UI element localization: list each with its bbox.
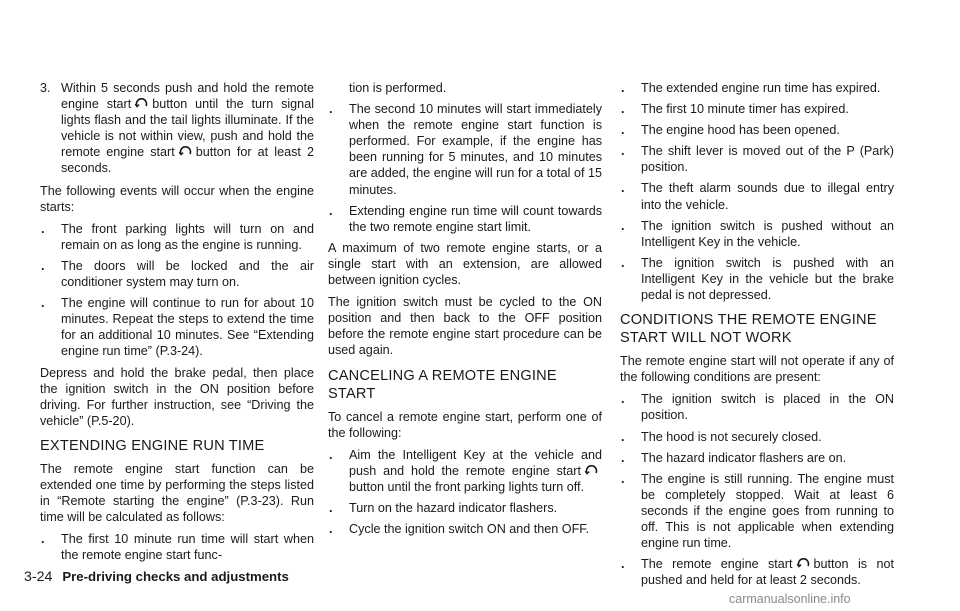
column-right xyxy=(620,80,894,593)
heading-line-2: START WILL NOT WORK xyxy=(620,330,792,347)
list-item-continuation: tion is performed. xyxy=(349,81,447,95)
list-item: . The ignition switch is pushed with an Intelligent Key in the vehicle but the brake pedal is not depressed. xyxy=(620,255,894,303)
list-item-text-b: button is not pushed and held for at least 2 seconds. xyxy=(641,557,894,588)
list-item: . The front parking lights will turn on and remain on as long as the engine is running. xyxy=(40,221,314,253)
step-number: 3. xyxy=(40,81,51,95)
list-item: . The hood is not securely closed. xyxy=(620,429,894,445)
page-number: 3-24 xyxy=(24,569,53,585)
list-item: . The theft alarm sounds due to illegal entry into the vehicle. xyxy=(620,180,894,212)
paragraph: A maximum of two remote engine starts, or a single start with an extension, are allowed between ignition cycles. xyxy=(328,240,602,288)
paragraph: The remote engine start function can be extended one time by performing the steps listed in “Remote starting the engine” (P.3-23). Run time will be calculated as follows: xyxy=(40,461,314,525)
list-item: . The second 10 minutes will start immediately when the remote engine start function is performed. For example, if the engine has been running for 5 minutes, and 10 minutes are added, the engine will run for a total of 15 minutes. xyxy=(328,101,602,198)
remote-engine-start-icon xyxy=(134,97,149,109)
section-heading xyxy=(620,311,894,347)
list-item: . Extending engine run time will count towards the two remote engine start limit. xyxy=(328,203,602,235)
paragraph: Depress and hold the brake pedal, then place the ignition switch in the ON position before driving. For further instruction, see “Driving the vehicle” (P.5-20). xyxy=(40,365,314,428)
remote-engine-start-icon xyxy=(796,557,811,569)
list-item-text-b: button until the front parking lights turn off. xyxy=(349,479,584,494)
paragraph: To cancel a remote engine start, perform one of the following: xyxy=(328,409,602,440)
list-item xyxy=(620,556,894,588)
paragraph: The following events will occur when the engine starts: xyxy=(40,183,314,214)
list-item: . The ignition switch is pushed without an Intelligent Key in the vehicle. xyxy=(620,218,894,250)
list-item: . The engine will continue to run for about 10 minutes. Repeat the steps to extend the time for an additional 10 minutes. See “Extending engine run time” (P.3-24). xyxy=(40,295,314,359)
section-title: Pre-driving checks and adjustments xyxy=(62,569,289,584)
list-item: . The first 10 minute run time will start when the remote engine start func- xyxy=(40,531,314,563)
heading-line-1: CONDITIONS THE REMOTE ENGINE xyxy=(620,312,877,329)
list-item: . The shift lever is moved out of the P (Park) position. xyxy=(620,143,894,175)
list-item: . The doors will be locked and the air conditioner system may turn on. xyxy=(40,258,314,290)
paragraph: The ignition switch must be cycled to the ON position and then back to the OFF position before the remote engine start procedure can be used again. xyxy=(328,295,602,358)
heading-line-1: CANCELING A REMOTE ENGINE xyxy=(328,367,557,384)
remote-engine-start-icon xyxy=(584,464,599,476)
list-item: . The hazard indicator flashers are on. xyxy=(620,450,894,466)
list-item-text-a: Aim the Intelligent Key at the vehicle and push and hold the remote engine start xyxy=(349,447,602,478)
column-left xyxy=(40,80,314,568)
list-item: . The engine hood has been opened. xyxy=(620,122,894,138)
remote-engine-start-icon xyxy=(178,145,193,157)
section-heading xyxy=(328,367,602,403)
list-item xyxy=(328,447,602,495)
section-heading: EXTENDING ENGINE RUN TIME xyxy=(40,437,265,454)
step-text-c: button for at least 2 seconds. xyxy=(61,145,314,176)
list-item: . The first 10 minute timer has expired. xyxy=(620,101,894,117)
list-item-text-a: The remote engine start xyxy=(641,557,793,572)
watermark: carmanualsonline.info xyxy=(729,592,851,606)
list-item: . The extended engine run time has expired. xyxy=(620,80,894,96)
step-text-b: button until the turn signal lights flash and the tail lights illuminate. If the vehicle is not within view, push and hold the remote engine start xyxy=(61,97,314,160)
page-footer xyxy=(24,569,289,585)
list-item: . The ignition switch is placed in the ON position. xyxy=(620,391,894,423)
list-item: . The engine is still running. The engine must be completely stopped. Wait at least 6 seconds if the engine goes from running to off. This is not applicable when extending engine run time. xyxy=(620,471,894,551)
list-item: . Cycle the ignition switch ON and then OFF. xyxy=(328,521,602,537)
step-text-a: Within 5 seconds push and hold the remote engine start xyxy=(61,81,314,112)
list-item: . Turn on the hazard indicator flashers. xyxy=(328,500,602,516)
paragraph: The remote engine start will not operate if any of the following conditions are present: xyxy=(620,354,894,385)
column-middle xyxy=(328,80,602,542)
step-3 xyxy=(40,80,314,177)
heading-line-2: START xyxy=(328,385,376,402)
